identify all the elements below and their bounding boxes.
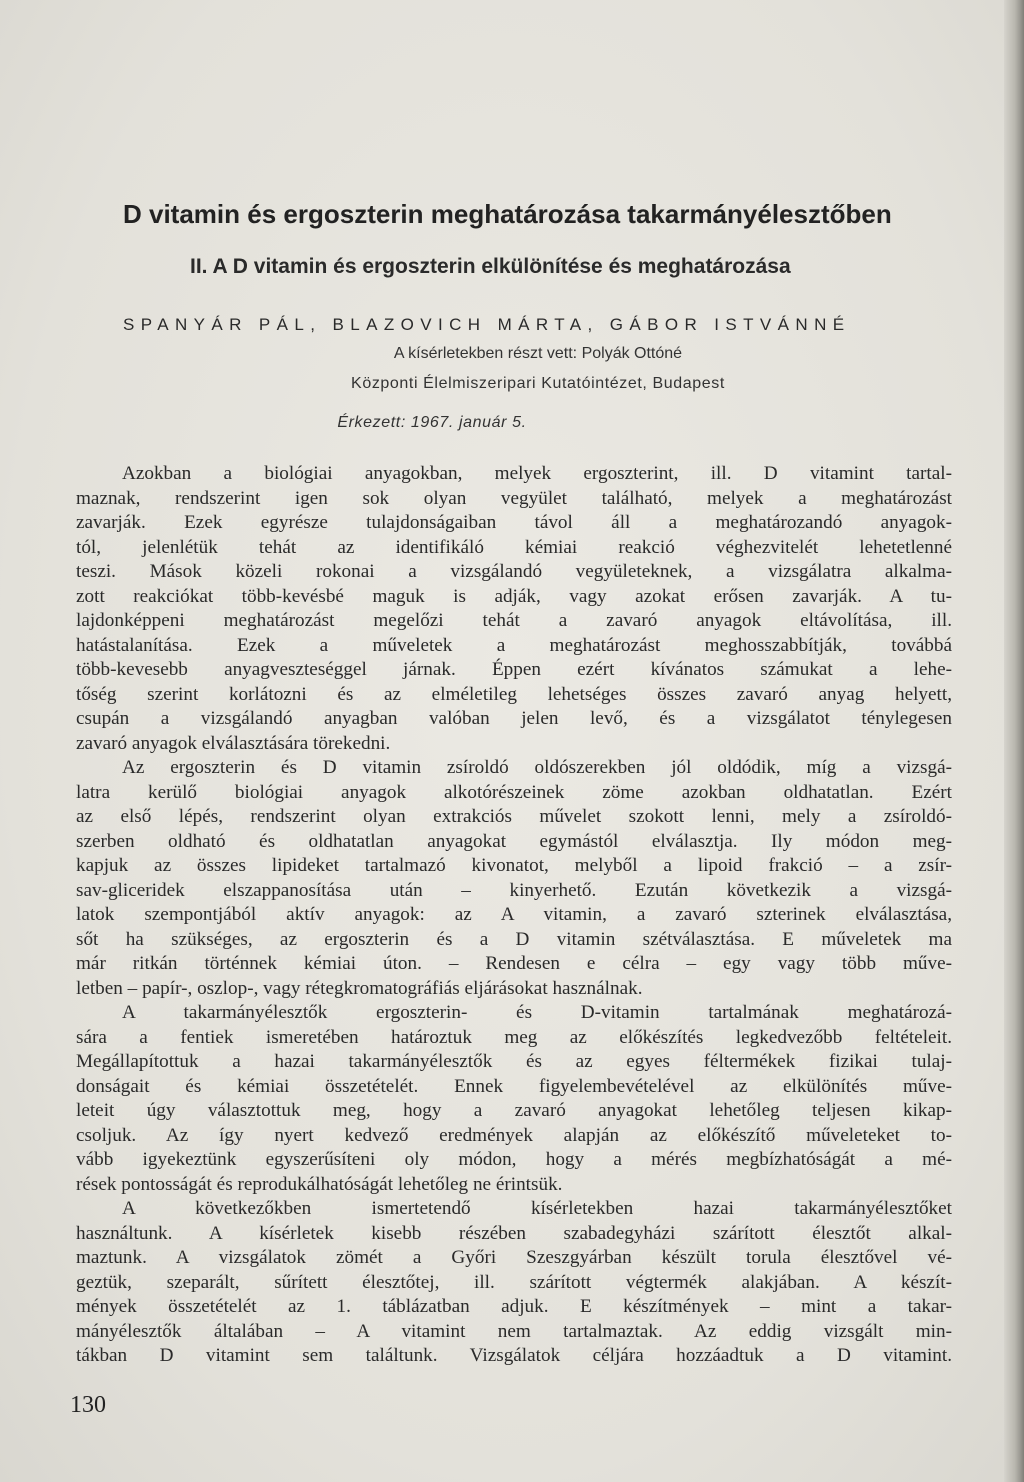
body-line: hatástalanítása. Ezek a műveletek a meghatározást meghosszabbítják, továbbá — [76, 634, 952, 656]
body-text — [76, 462, 952, 1369]
body-line: már ritkán történnek kémiai úton. – Rendesen e célra – egy vagy több műve- — [76, 953, 952, 974]
body-line: leteit úgy választottuk meg, hogy a zavaró anyagokat lehetőleg teljesen kikap- — [76, 1100, 952, 1121]
body-line: kapjuk az összes lipideket tartalmazó kivonatot, melyből a lipoid frakció – a zsír- — [76, 855, 952, 876]
body-line: szerben oldható és oldhatatlan anyagokat egymástól elválasztja. Ily módon meg- — [76, 830, 952, 852]
body-line: zavarják. Ezek egyrésze tulajdonságaiban távol áll a meghatározandó anyagok- — [76, 512, 952, 533]
body-line: tól, jelenlétük tehát az identifikáló kémiai reakció véghezvitelét lehetetlenné — [76, 536, 952, 558]
body-line: mányélesztők általában – A vitamint nem tartalmaztak. Az eddig vizsgált min- — [76, 1320, 952, 1342]
body-line: latok szempontjából aktív anyagok: az A vitamin, a zavaró szterinek elválasztása, — [76, 904, 952, 925]
body-line: csupán a vizsgálandó anyagban valóban jelen levő, és a vizsgálatot ténylegesen — [76, 708, 952, 729]
body-line: csoljuk. Az így nyert kedvező eredmények alapján az előkészítő műveleteket to- — [76, 1124, 952, 1146]
body-line: A következőkben ismertetendő kísérletekben hazai takarmányélesztőket — [122, 1198, 952, 1219]
article-subtitle: II. A D vitamin és ergoszterin elkülönítése és meghatározása — [190, 255, 791, 278]
body-line: maznak, rendszerint igen sok olyan vegyület található, melyek a meghatározást — [76, 487, 952, 509]
body-line: sára a fentiek ismeretében határoztuk meg az előkészítés legkedvezőbb feltételeit. — [76, 1026, 952, 1048]
body-line: donságait és kémiai összetételét. Ennek figyelembevételével az elkülönítés műve- — [76, 1075, 952, 1097]
body-line: több-kevesebb anyagveszteséggel járnak. Éppen ezért kívánatos számukat a lehe- — [76, 659, 952, 680]
body-line: sav-gliceridek elszappanosítása után – kinyerhető. Ezután következik a vizsgá- — [76, 879, 952, 901]
body-line: vább igyekeztünk egyszerűsíteni oly módon, hogy a mérés megbízhatóságát a mé- — [76, 1149, 952, 1170]
body-line: zavaró anyagok elválasztására törekedni. — [76, 732, 391, 754]
body-line: az első lépés, rendszerint olyan extrakciós művelet szokott lenni, mely a zsíroldó- — [76, 806, 952, 827]
author-list: SPANYÁR PÁL, BLAZOVICH MÁRTA, GÁBOR ISTVÁNNÉ — [123, 315, 851, 334]
body-line: tőség szerint korlátozni és az elméletileg lehetséges összes zavaró anyag helyett, — [76, 683, 952, 705]
body-line: zott reakciókat több-kevésbé maguk is adják, vagy azokat erősen zavarják. A tu- — [76, 585, 952, 607]
body-line: lajdonképpeni meghatározást megelőzi tehát a zavaró anyagok eltávolítása, ill. — [76, 610, 952, 631]
body-line: mények összetételét az 1. táblázatban adjuk. E készítmények – mint a takar- — [76, 1296, 952, 1317]
body-line: Azokban a biológiai anyagokban, melyek ergoszterint, ill. D vitamint tartal- — [122, 463, 952, 484]
body-line: Megállapítottuk a hazai takarmányélesztők és az egyes féltermékek fizikai tulaj- — [76, 1051, 952, 1072]
institution: Központi Élelmiszeripari Kutatóintézet, Budapest — [351, 375, 725, 392]
body-line: teszi. Mások közeli rokonai a vizsgálandó vegyületeknek, a vizsgálatra alkalma- — [76, 561, 952, 582]
body-line: A takarmányélesztők ergoszterin- és D-vitamin tartalmának meghatározá- — [122, 1002, 952, 1023]
page-edge-shadow — [1004, 0, 1024, 1482]
body-line: tákban D vitamint sem találtunk. Vizsgálatok céljára hozzáadtuk a D vitamint. — [76, 1345, 952, 1366]
body-line: maztunk. A vizsgálatok zömét a Győri Szeszgyárban készült torula élesztővel vé- — [76, 1247, 952, 1268]
article-title: D vitamin és ergoszterin meghatározása takarmányélesztőben — [123, 199, 892, 229]
body-line: geztük, szeparált, sűrített élesztőtej, ill. szárított végtermék alakjában. A készít- — [76, 1271, 952, 1293]
body-line: sőt ha szükséges, az ergoszterin és a D vitamin szétválasztása. E műveletek ma — [76, 928, 952, 950]
body-line: latra kerülő biológiai anyagok alkotórészeinek zöme azokban oldhatatlan. Ezért — [76, 781, 952, 803]
body-line: letben – papír-, oszlop-, vagy rétegkromatográfiás eljárásokat használnak. — [76, 977, 643, 999]
contributor-note: A kísérletekben részt vett: Polyák Ottóné — [393, 345, 683, 362]
page-number: 130 — [70, 1392, 106, 1418]
body-line: használtunk. A kísérletek kisebb részében szabadegyházi szárított élesztőt alkal- — [76, 1222, 952, 1244]
body-line: rések pontosságát és reprodukálhatóságát lehetőleg ne érintsük. — [76, 1173, 563, 1195]
received-date: Érkezett: 1967. január 5. — [337, 414, 527, 431]
body-line: Az ergoszterin és D vitamin zsíroldó oldószerekben jól oldódik, míg a vizsgá- — [122, 757, 952, 778]
